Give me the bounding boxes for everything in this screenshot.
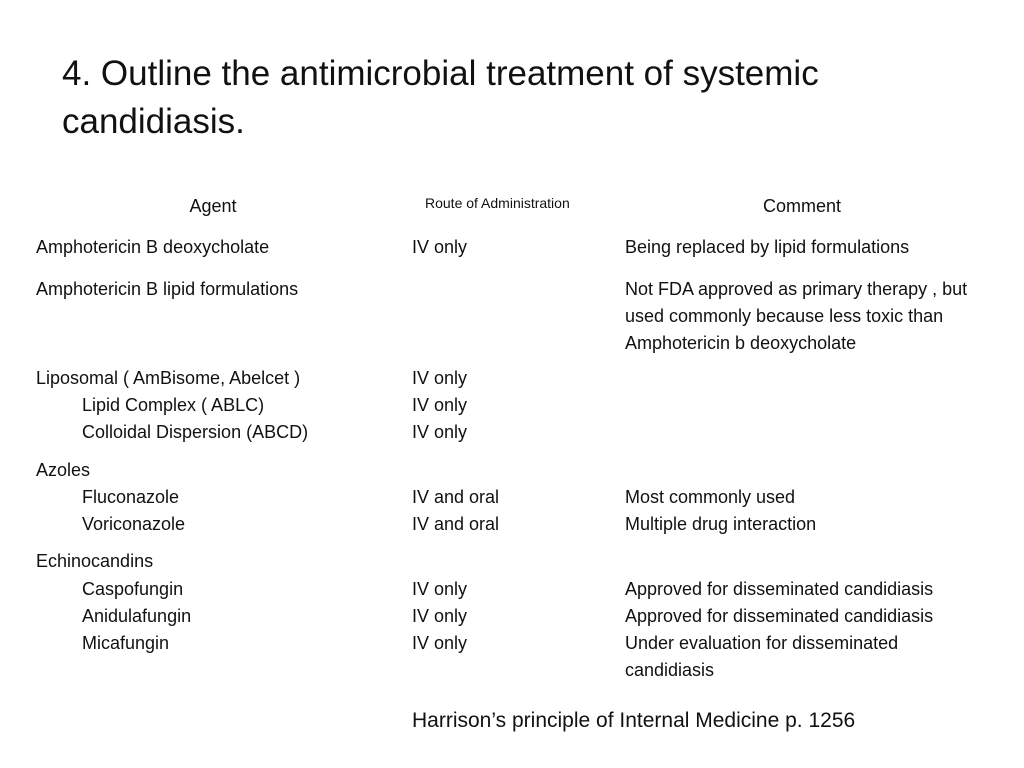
- route-cell: IV only: [412, 237, 468, 257]
- route-cell: IV only: [412, 422, 468, 442]
- header-agent: Agent: [189, 196, 237, 216]
- comment-cell: Multiple drug interaction: [625, 514, 817, 534]
- comment-cell: Most commonly used: [625, 487, 796, 507]
- route-cell: IV only: [412, 606, 468, 626]
- agent-cell: Liposomal ( AmBisome, Abelcet ): [36, 368, 301, 388]
- route-cell: IV only: [412, 395, 468, 415]
- agent-cell: Micafungin: [82, 633, 170, 653]
- slide-title: 4. Outline the antimicrobial treatment of systemic candidiasis.: [62, 54, 819, 141]
- route-cell: IV and oral: [412, 514, 500, 534]
- route-cell: IV only: [412, 633, 468, 653]
- agent-cell: Voriconazole: [82, 514, 186, 534]
- agent-cell: Colloidal Dispersion (ABCD): [82, 422, 309, 442]
- comment-cell: Under evaluation for disseminated candidiasis: [625, 633, 899, 680]
- agent-group-label: Echinocandins: [36, 551, 154, 571]
- agent-cell: Amphotericin B deoxycholate: [36, 237, 270, 257]
- route-cell: IV and oral: [412, 487, 500, 507]
- route-cell: IV only: [412, 579, 468, 599]
- comment-cell: Being replaced by lipid formulations: [625, 237, 910, 257]
- comment-cell: Approved for disseminated candidiasis: [625, 579, 934, 599]
- comment-cell: Not FDA approved as primary therapy , but used commonly because less toxic than Amphotericin b deoxycholate: [625, 279, 968, 353]
- agent-cell: Fluconazole: [82, 487, 180, 507]
- header-comment: Comment: [762, 196, 842, 216]
- header-route-label: Route of Administration: [425, 195, 570, 211]
- reference-citation: Harrison’s principle of Internal Medicine p. 1256: [412, 709, 856, 732]
- header-route: [412, 194, 602, 212]
- agent-cell: Lipid Complex ( ABLC): [82, 395, 265, 415]
- agent-group-label: Azoles: [36, 460, 91, 480]
- agent-cell: Amphotericin B lipid formulations: [36, 279, 299, 299]
- comment-cell: Approved for disseminated candidiasis: [625, 606, 934, 626]
- agent-cell: Caspofungin: [82, 579, 184, 599]
- route-cell: IV only: [412, 368, 468, 388]
- agent-cell: Anidulafungin: [82, 606, 192, 626]
